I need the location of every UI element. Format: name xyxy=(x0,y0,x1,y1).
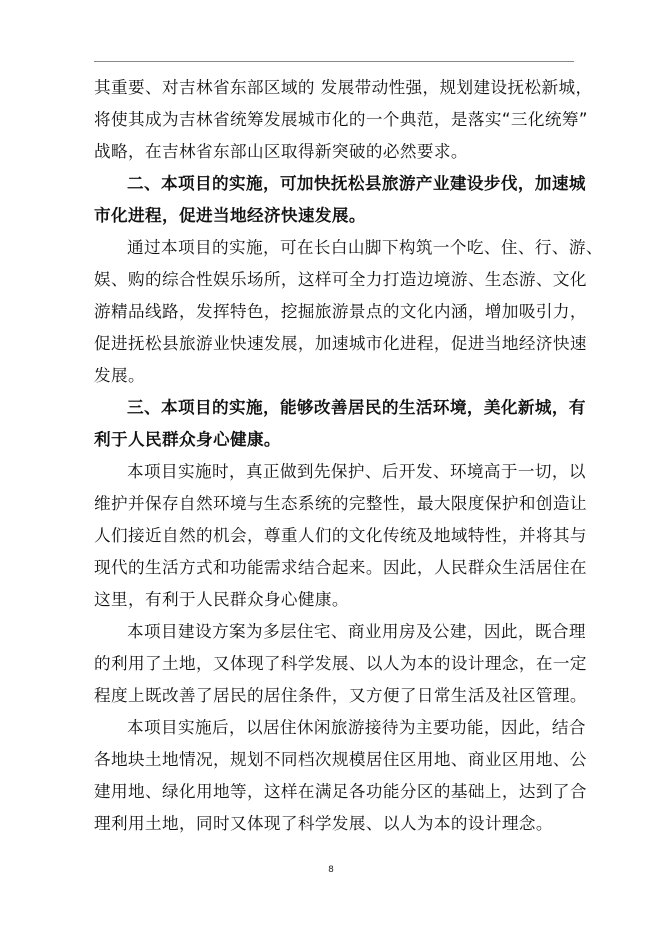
paragraph-line: 现代的生活方式和功能需求结合起来。因此，人民群众生活居住在 xyxy=(94,558,587,577)
paragraph-line: 其重要、对吉林省东部区域的 发展带动性强，规划建设抚松新城， xyxy=(94,78,593,97)
paragraph-line: 人们接近自然的机会，尊重人们的文化传统及地域特性，并将其与 xyxy=(94,526,587,545)
paragraph-line: 的利用了土地，又体现了科学发展、以人为本的设计理念，在一定 xyxy=(94,654,587,673)
paragraph-line: 将使其成为吉林省统筹发展城市化的一个典范，是落实“三化统筹” xyxy=(94,110,588,129)
section-heading-line: 市化进程，促进当地经济快速发展。 xyxy=(94,206,366,225)
paragraph-line: 这里，有利于人民群众身心健康。 xyxy=(94,590,349,609)
paragraph-line: 维护并保存自然环境与生态系统的完整性，最大限度保护和创造让 xyxy=(94,494,587,513)
section-heading-line: 二、本项目的实施，可加快抚松县旅游产业建设步伐，加速城 xyxy=(127,174,586,193)
header-rule xyxy=(94,61,574,62)
page-number: 8 xyxy=(328,865,334,875)
paragraph-line: 促进抚松县旅游业快速发展，加速城市化进程，促进当地经济快速 xyxy=(94,334,587,353)
paragraph-line: 本项目建设方案为多层住宅、商业用房及公建，因此，既合理 xyxy=(127,622,586,641)
paragraph-line: 本项目实施后，以居住休闲旅游接待为主要功能，因此，结合 xyxy=(127,718,586,737)
section-heading-line: 三、本项目的实施，能够改善居民的生活环境，美化新城，有 xyxy=(127,398,586,417)
paragraph-line: 娱、购的综合性娱乐场所，这样可全力打造边境游、生态游、文化 xyxy=(94,270,587,289)
paragraph-line: 建用地、绿化用地等，这样在满足各功能分区的基础上，达到了合 xyxy=(94,782,587,801)
paragraph-line: 通过本项目的实施，可在长白山脚下构筑一个吃、住、行、游、 xyxy=(127,238,603,257)
paragraph-line: 各地块土地情况，规划不同档次规模居住区用地、商业区用地、公 xyxy=(94,750,587,769)
paragraph-line: 游精品线路，发挥特色，挖掘旅游景点的文化内涵，增加吸引力， xyxy=(94,302,587,321)
document-body xyxy=(94,72,603,840)
section-heading-line: 利于人民群众身心健康。 xyxy=(94,430,281,449)
paragraph-line: 理利用土地，同时又体现了科学发展、以人为本的设计理念。 xyxy=(94,814,553,833)
paragraph-line: 发展。 xyxy=(94,366,145,385)
paragraph-line: 战略，在吉林省东部山区取得新突破的必然要求。 xyxy=(94,142,468,161)
paragraph-line: 程度上既改善了居民的居住条件，又方便了日常生活及社区管理。 xyxy=(94,686,587,705)
paragraph-line: 本项目实施时，真正做到先保护、后开发、环境高于一切，以 xyxy=(127,462,586,481)
